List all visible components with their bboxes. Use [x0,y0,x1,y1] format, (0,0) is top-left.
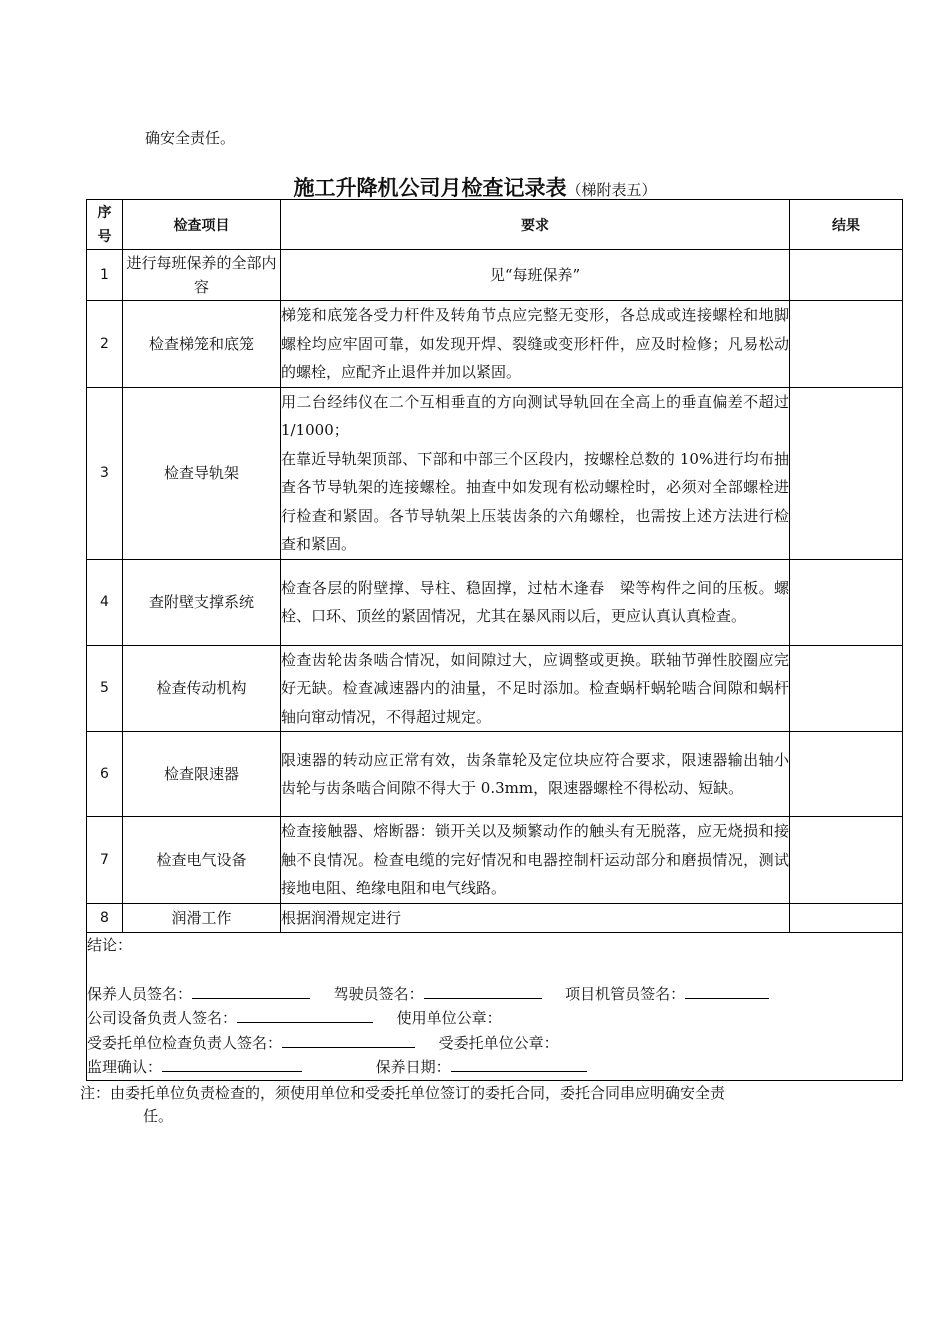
row-result-field[interactable] [790,903,903,933]
sign-line-4 [87,1055,902,1080]
company-resp-label: 公司设备负责人签名： [87,1009,238,1027]
conclusion-cell [87,933,903,1081]
date-label: 保养日期： [375,1058,451,1076]
table-header-row [87,200,903,250]
title-main: 施工升降机公司月检查记录表 [293,175,567,200]
company-resp-signature-field[interactable] [237,1007,373,1023]
header-no [87,200,123,250]
row-number: 4 [87,559,123,645]
supervisor-label: 监理确认： [87,1058,163,1076]
row-number: 6 [87,732,123,817]
entrusted-seal-label: 受委托单位公章： [438,1033,559,1052]
row-item: 检查电气设备 [123,817,281,904]
bottom-note-line2: 任。 [143,1107,174,1125]
date-field[interactable] [451,1056,587,1072]
row-item: 检查传动机构 [123,645,281,732]
table-row [87,732,903,817]
row-item: 查附壁支撑系统 [123,559,281,645]
row-requirement [281,903,790,933]
row-requirement [281,817,790,904]
supervisor-signature-field[interactable] [162,1056,302,1072]
sign-line-3 [87,1031,902,1056]
conclusion-label: 结论： [87,936,133,954]
table-row [87,387,903,559]
requirement-text: 检查各层的附壁撑、导柱、稳固撑，过枯木逢春 梁等构件之间的压板。螺栓、口环、顶丝的紧固情况，尤其在暴风雨以后，更应认真认真检查。 [281,578,789,625]
document-title [0,172,950,202]
row-result-field[interactable] [790,559,903,645]
top-note: 确安全责任。 [145,129,236,147]
row-number: 2 [87,301,123,388]
requirement-text: 用二台经纬仪在二个互相垂直的方向测试导轨回在全高上的垂直偏差不超过 1/1000； [281,392,789,439]
row-item: 润滑工作 [123,903,281,933]
row-requirement [281,301,790,388]
table-row [87,645,903,732]
manager-label: 项目机管员签名： [565,984,686,1003]
table-row [87,817,903,904]
row-result-field[interactable] [790,645,903,732]
requirement-text: 根据润滑规定进行 [281,908,402,927]
row-number: 5 [87,645,123,732]
row-item: 检查限速器 [123,732,281,817]
table-row [87,301,903,388]
requirement-text: 梯笼和底笼各受力杆件及转角节点应完整无变形，各总成或连接螺栓和地脚螺栓均应牢固可靠，如发现开焊、裂缝或变形杆件，应及时检修；凡易松动的螺栓，应配齐止退件并加以紧固。 [281,306,789,381]
row-number: 3 [87,387,123,559]
row-requirement [281,250,790,301]
row-requirement [281,732,790,817]
inspection-table [86,199,903,1081]
sign-line-2 [87,1006,902,1031]
row-number: 7 [87,817,123,904]
row-result-field[interactable] [790,817,903,904]
row-item: 检查导轨架 [123,387,281,559]
driver-signature-field[interactable] [424,983,542,999]
entrusted-resp-signature-field[interactable] [282,1032,415,1048]
bottom-note-line1: 注：由委托单位负责检查的，须使用单位和受委托单位签订的委托合同，委托合同串应明确安全责 [80,1084,726,1102]
table-row [87,250,903,301]
row-item: 进行每班保养的全部内容 [123,250,281,301]
title-sub: （梯附表五） [566,181,657,199]
maintainer-signature-field[interactable] [192,983,310,999]
header-req: 要求 [281,200,790,250]
manager-signature-field[interactable] [685,983,769,999]
row-requirement [281,387,790,559]
row-number: 1 [87,250,123,301]
header-item: 检查项目 [123,200,281,250]
requirement-text: 检查齿轮齿条啮合情况，如间隙过大，应调整或更换。联轴节弹性胶圈应完好无缺。检查减速器内的油量，不足时添加。检查蜗杆蜗轮啮合间隙和蜗杆轴向窜动情况，不得超过规定。 [281,650,789,726]
row-result-field[interactable] [790,732,903,817]
row-number: 8 [87,903,123,933]
conclusion-row [87,933,903,1081]
row-result-field[interactable] [790,250,903,301]
sign-line-1 [87,982,902,1007]
header-result: 结果 [790,200,903,250]
row-result-field[interactable] [790,387,903,559]
driver-label: 驾驶员签名： [333,984,424,1003]
maintainer-label: 保养人员签名： [87,984,193,1003]
user-seal-label: 使用单位公章： [396,1009,502,1027]
requirement-text: 见“每班保养” [489,265,581,284]
row-requirement [281,645,790,732]
table-row [87,559,903,645]
header-no-label: 序号 [97,204,112,245]
bottom-note [80,1082,800,1128]
table-row [87,903,903,933]
row-requirement [281,559,790,645]
requirement-text: 检查接触器、熔断器：锁开关以及频繁动作的触头有无脱落，应无烧损和接触不良情况。检查电缆的完好情况和电器控制杆运动部分和磨损情况，测试接地电阻、绝缘电阻和电气线路。 [281,822,789,897]
entrusted-resp-label: 受委托单位检查负责人签名： [87,1033,283,1052]
requirement-text: 在靠近导轨架顶部、下部和中部三个区段内，按螺栓总数的 10%进行均布抽查各节导轨架的连接螺栓。抽查中如发现有松动螺栓时，必须对全部螺栓进行检查和紧固。各节导轨架上压装齿条的六角螺栓，也需按上述方法进行检查和紧固。 [281,449,789,553]
row-result-field[interactable] [790,301,903,388]
row-item: 检查梯笼和底笼 [123,301,281,388]
requirement-text: 限速器的转动应正常有效，齿条靠轮及定位块应符合要求，限速器输出轴小齿轮与齿条啮合间隙不得大于 0.3mm，限速器螺栓不得松动、短缺。 [281,750,789,797]
